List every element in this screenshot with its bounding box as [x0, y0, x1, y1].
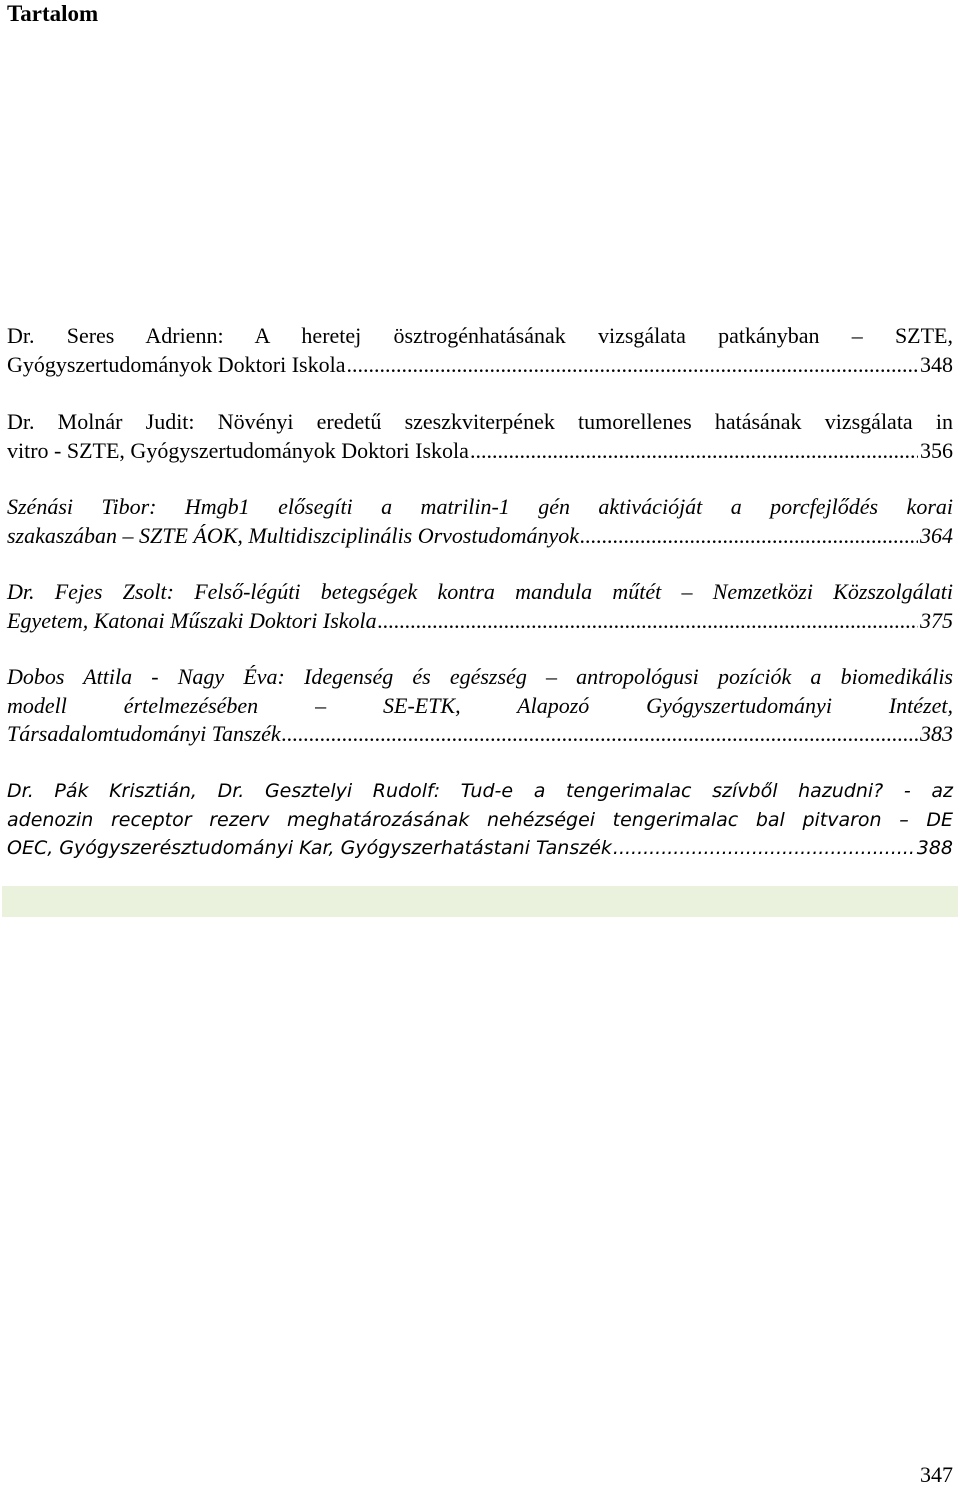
- toc-page-number[interactable]: 348: [920, 351, 953, 377]
- toc-page-number[interactable]: 383: [920, 721, 953, 746]
- toc-entry[interactable]: [7, 493, 953, 550]
- toc-entry[interactable]: [7, 322, 953, 379]
- toc-entry-line: Dr. Pák Krisztián, Dr. Gesztelyi Rudolf: Tud-e a tengerimalac szívből hazudni? - az: [7, 780, 953, 802]
- page-title: Tartalom: [7, 1, 99, 26]
- toc-page-number[interactable]: 388: [916, 837, 953, 859]
- toc-entry-line: Dobos Attila - Nagy Éva: Idegenség és egészség – antropológusi pozíciók a biomedikális: [7, 664, 953, 689]
- toc-entry-last-line: [7, 351, 953, 380]
- toc-entry-line: Dr. Fejes Zsolt: Felső-légúti betegségek kontra mandula műtét – Nemzetközi Közszolgálati: [7, 579, 953, 604]
- toc-entry-line: adenozin receptor rezerv meghatározásának nehézségei tengerimalac bal pitvaron – DE: [7, 808, 953, 831]
- toc-entry[interactable]: [7, 663, 953, 749]
- toc-entry-text: Gyógyszertudományok Doktori Iskola: [7, 351, 346, 377]
- toc-entry-text: OEC, Gyógyszerésztudományi Kar, Gyógyszerhatástani Tanszék: [7, 837, 612, 859]
- page-number: 347: [920, 1462, 953, 1487]
- dot-leader: [613, 834, 915, 863]
- highlight-band: [2, 886, 958, 917]
- toc-entry-last-line: [7, 607, 953, 636]
- toc-entry-line: Dr. Seres Adrienn: A heretej ösztrogénhatásának vizsgálata patkányban – SZTE,: [7, 323, 953, 348]
- dot-leader: [580, 522, 918, 551]
- dot-leader: [282, 720, 918, 749]
- dot-leader: [470, 437, 918, 466]
- toc-entry-text: vitro - SZTE, Gyógyszertudományok Doktori Iskola: [7, 437, 469, 463]
- toc-entry-last-line: [7, 437, 953, 466]
- toc-entry-line: modell értelmezésében – SE-ETK, Alapozó Gyógyszertudományi Intézet,: [7, 692, 953, 718]
- toc-entry-line: Dr. Molnár Judit: Növényi eredetű szeszkviterpének tumorellenes hatásának vizsgálata in: [7, 409, 953, 434]
- toc-entry-last-line: [7, 522, 953, 551]
- toc-page-number[interactable]: 356: [920, 437, 953, 463]
- toc-entry-line: Szénási Tibor: Hmgb1 elősegíti a matrilin-1 gén aktivációját a porcfejlődés korai: [7, 494, 953, 519]
- toc-entry[interactable]: [7, 408, 953, 465]
- dot-leader: [378, 607, 918, 636]
- toc-page-number[interactable]: 364: [920, 522, 953, 548]
- toc-entry-text: Egyetem, Katonai Műszaki Doktori Iskola: [7, 607, 377, 633]
- toc-entry-last-line: [7, 720, 953, 749]
- toc-entry-text: Társadalomtudományi Tanszék: [7, 721, 281, 746]
- dot-leader: [347, 351, 919, 380]
- toc-entry-last-line: [7, 834, 953, 863]
- toc-page-number[interactable]: 375: [920, 607, 953, 633]
- toc-entry[interactable]: [7, 578, 953, 635]
- toc-entry-text: szakaszában – SZTE ÁOK, Multidiszciplinális Orvostudományok: [7, 522, 580, 548]
- toc-entry[interactable]: [7, 777, 953, 863]
